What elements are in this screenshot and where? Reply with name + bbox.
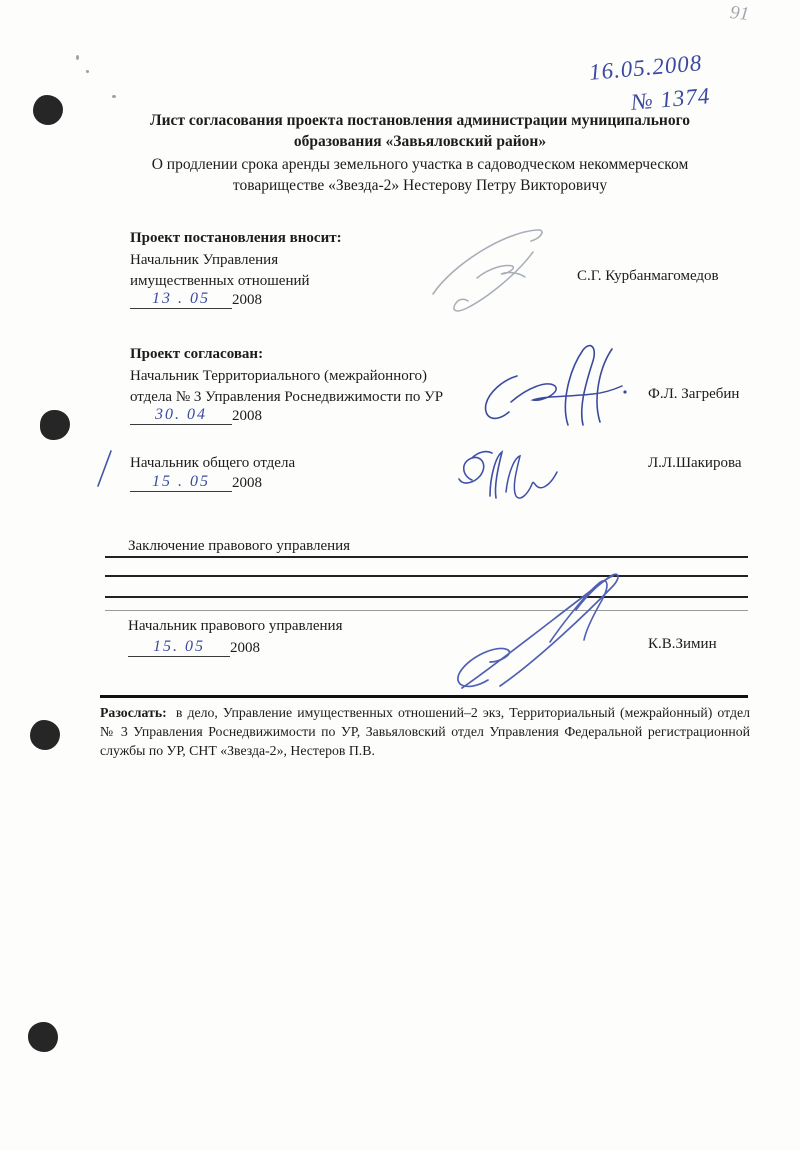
distribution-rule — [100, 695, 748, 698]
document-subject-line2: товариществе «Звезда-2» Нестерову Петру Викторовичу — [232, 177, 608, 194]
punch-hole-mark — [28, 1022, 58, 1052]
ruled-line-3 — [105, 610, 748, 611]
legal-conclusion-label: Заключение правового управления — [128, 538, 351, 554]
printed-year: 2008 — [232, 292, 262, 308]
legal-signer-name: К.В.Зимин — [648, 636, 717, 652]
date-underline — [130, 473, 232, 492]
scan-speck — [112, 95, 116, 98]
distribution-paragraph — [100, 703, 750, 760]
legal-position: Начальник правового управления — [128, 618, 343, 634]
submit-position-line2: имущественных отношений — [130, 273, 310, 289]
signature-shakirova — [450, 446, 565, 516]
distribution-text: в дело, Управление имущественных отношений–2 экз, Территориальный (межрайонный) отдел № 3 Управления Роснедвижимости по УР, Завьяловский отдел Управления Федеральной регистрационной службы по УР, СНТ «Звезда-2», Нестеров П.В. — [100, 705, 751, 758]
agree-row2-position-line1: Начальник общего отдела — [130, 455, 296, 471]
page-number: 91 — [729, 2, 751, 25]
handwritten-date: 15. 05 — [153, 638, 205, 655]
punch-hole-mark — [33, 95, 63, 125]
submit-date-line — [130, 290, 262, 309]
submit-signer-name: С.Г. Курбанмагомедов — [577, 268, 719, 284]
stamp-number-handwritten: № 1374 — [630, 83, 712, 115]
distribution-label: Разослать: — [100, 705, 167, 720]
conclusion-underline — [105, 556, 748, 558]
handwritten-date: 15 . 05 — [152, 473, 210, 490]
scan-speck — [86, 70, 89, 73]
agree-row1-position-line2: отдела № 3 Управления Роснедвижимости по УР — [130, 389, 444, 405]
printed-year: 2008 — [232, 475, 262, 491]
agree-row2-signer-name: Л.Л.Шакирова — [648, 455, 742, 471]
stamp-date-handwritten: 16.05.2008 — [588, 50, 704, 85]
signature-kurbanmagomedov — [425, 220, 560, 320]
document-subject-line1: О продлении срока аренды земельного участка в садоводческом некоммерческом — [151, 156, 689, 173]
agree-row1-date-line — [130, 406, 262, 425]
document-title-line2: образования «Завьяловский район» — [293, 133, 547, 150]
agree-row1-position-line1: Начальник Территориального (межрайонного) — [130, 368, 427, 384]
slash-annotation — [93, 448, 115, 490]
date-underline — [130, 406, 232, 425]
signature-zimin — [450, 570, 650, 695]
printed-year: 2008 — [230, 640, 260, 656]
date-underline — [128, 638, 230, 657]
submit-heading: Проект постановления вносит: — [130, 230, 342, 246]
handwritten-date: 30. 04 — [155, 406, 207, 423]
agree-row1-signer-name: Ф.Л. Загребин — [648, 386, 740, 402]
agree-heading: Проект согласован: — [130, 346, 264, 362]
punch-hole-mark — [30, 720, 60, 750]
signature-zagrebin — [475, 340, 630, 435]
scan-speck — [76, 55, 79, 60]
agree-row2-date-line — [130, 473, 262, 492]
printed-year: 2008 — [232, 408, 262, 424]
legal-date-line — [128, 638, 260, 657]
date-underline — [130, 290, 232, 309]
punch-hole-mark — [40, 410, 70, 440]
handwritten-date: 13 . 05 — [152, 290, 210, 307]
document-title-line1: Лист согласования проекта постановления администрации муниципального — [150, 112, 690, 129]
ruled-line-1 — [105, 575, 748, 577]
ruled-line-2 — [105, 596, 748, 598]
submit-position-line1: Начальник Управления — [130, 252, 279, 268]
